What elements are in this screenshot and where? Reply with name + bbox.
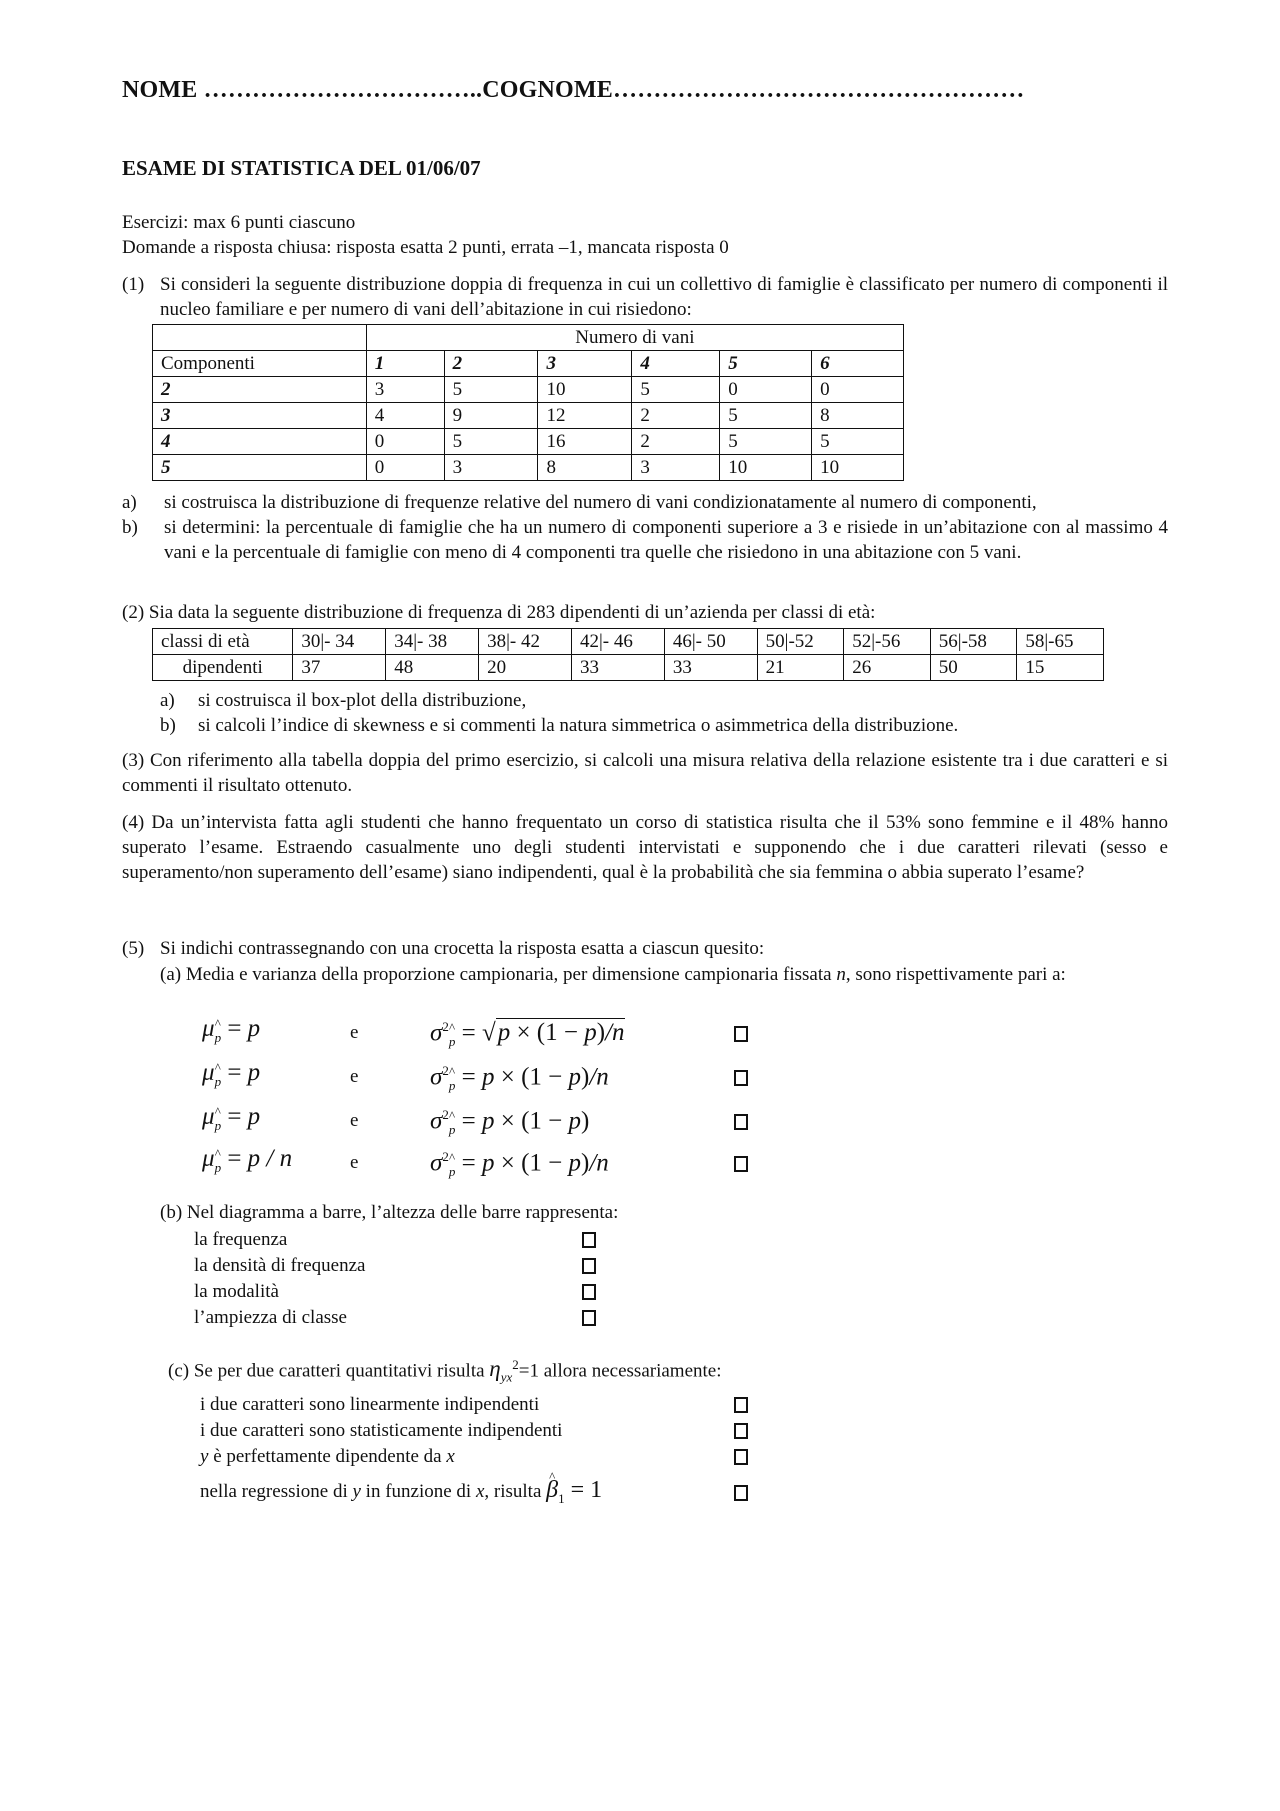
table-row	[153, 429, 904, 455]
checkbox[interactable]	[582, 1258, 596, 1274]
table-cell: 3	[366, 377, 444, 403]
employee-count: 20	[479, 655, 572, 681]
question-4-text: (4) Da un’intervista fatta agli studenti che hanno frequentato un corso di statistica risulta che il 53% sono femmine e il 48% hanno superato l’esame. Estraendo casualmente uno degli studenti intervistati e supponendo che i due caratteri rilevati (sesso e superamento/non superamento dell’esame) siano indipendenti, qual è la probabilità che sia femmina o abbia superato l’esame?	[122, 812, 1168, 883]
column-header: 1	[366, 351, 444, 377]
table-cell: 5	[632, 377, 720, 403]
question-5b-text: (b) Nel diagramma a barre, l’altezza delle barre rappresenta:	[160, 1202, 619, 1223]
column-header: 5	[720, 351, 812, 377]
option-label: i due caratteri sono statisticamente indipendenti	[200, 1420, 563, 1441]
question-5-number: (5)	[122, 938, 145, 959]
employee-count: 33	[664, 655, 757, 681]
checkbox[interactable]	[582, 1310, 596, 1326]
age-class: 56|-58	[930, 629, 1017, 655]
employee-count: 33	[571, 655, 664, 681]
question-5a-suffix: , sono rispettivamente pari a:	[845, 964, 1066, 985]
question-1-number: (1)	[122, 274, 145, 295]
age-class: 34|- 38	[386, 629, 479, 655]
employee-count: 50	[930, 655, 1017, 681]
checkbox[interactable]	[734, 1449, 748, 1465]
components-header: Componenti	[153, 351, 367, 377]
scoring-rules	[122, 210, 1168, 260]
employee-count: 48	[386, 655, 479, 681]
table-cell: 9	[444, 403, 538, 429]
beta-hat-formula: β $\^{}_1 = 1$	[546, 1477, 602, 1503]
age-class: 52|-56	[844, 629, 931, 655]
table-cell: 5	[444, 377, 538, 403]
checkbox[interactable]	[734, 1485, 748, 1501]
option-label: la modalità	[194, 1281, 279, 1302]
age-class: 38|- 42	[479, 629, 572, 655]
item-label: a)	[122, 492, 137, 513]
employee-count: 15	[1017, 655, 1104, 681]
option-label: l’ampiezza di classe	[194, 1307, 347, 1328]
column-header: 3	[538, 351, 632, 377]
table-cell: 12	[538, 403, 632, 429]
question-3-text: (3) Con riferimento alla tabella doppia del primo esercizio, si calcoli una misura relativa della relazione esistente tra i due caratteri e si commenti il risultato ottenuto.	[122, 750, 1168, 796]
question-2-text: (2) Sia data la seguente distribuzione di frequenza di 283 dipendenti di un’azienda per classi di età:	[122, 602, 876, 623]
mean-formula-4: $\mu_p$ ^ = p / n	[202, 1146, 292, 1180]
row-label: 3	[153, 403, 367, 429]
table-cell: 2	[632, 403, 720, 429]
table-cell: 0	[812, 377, 904, 403]
age-classes-label: classi di età	[153, 629, 293, 655]
item-text: si determini: la percentuale di famiglie che ha un numero di componenti superiore a 3 e risiede in un’abitazione con al massimo 4 vani e la percentuale di famiglie con meno di 4 componenti tra quelle che risiedono in una abitazione con 5 vani.	[164, 517, 1168, 563]
employees-label: dipendenti	[153, 655, 293, 681]
question-1-items	[122, 490, 1168, 565]
conjunction: e	[350, 1152, 359, 1173]
option-label: la frequenza	[194, 1229, 288, 1250]
checkbox[interactable]	[734, 1397, 748, 1413]
conjunction: e	[350, 1110, 359, 1131]
row-label: 2	[153, 377, 367, 403]
table-cell: 3	[632, 455, 720, 481]
question-5c-suffix: =1 allora necessariamente:	[518, 1360, 722, 1382]
table-cell: 5	[444, 429, 538, 455]
table-cell: 10	[812, 455, 904, 481]
column-header: 4	[632, 351, 720, 377]
item-label: b)	[160, 715, 176, 736]
table-cell: 8	[538, 455, 632, 481]
household-table	[152, 324, 904, 481]
question-2-items	[160, 688, 1168, 738]
variance-formula-4: $\sigma^2_p$ ^ = p × (1 − p)/n	[430, 1144, 609, 1184]
variance-formula-3: $\sigma^2_p$ ^ = p × (1 − p)	[430, 1102, 589, 1142]
mean-formula-3: $\mu_p$ ^ = p	[202, 1104, 260, 1138]
age-class: 58|-65	[1017, 629, 1104, 655]
option-label: la densità di frequenza	[194, 1255, 366, 1276]
option-label: nella regressione di y in funzione di x, risulta β $\^{}_1 = 1$	[200, 1478, 602, 1511]
column-header: 6	[812, 351, 904, 377]
table-cell: 3	[444, 455, 538, 481]
conjunction: e	[350, 1066, 359, 1087]
question-1-text: Si consideri la seguente distribuzione doppia di frequenza in cui un collettivo di famiglie è classificato per numero di componenti il nucleo familiare e per numero di vani dell’abitazione in cui risiedono:	[160, 274, 1168, 320]
employee-count: 37	[293, 655, 386, 681]
checkbox[interactable]	[734, 1114, 748, 1130]
table-cell: 5	[812, 429, 904, 455]
table-row	[153, 377, 904, 403]
employees-row	[153, 655, 1104, 681]
question-5c-prefix: (c) Se per due caratteri quantitativi risulta	[168, 1360, 490, 1382]
checkbox[interactable]	[734, 1156, 748, 1172]
scoring-line-2: Domande a risposta chiusa: risposta esatta 2 punti, errata –1, mancata risposta 0	[122, 237, 729, 258]
column-header: 2	[444, 351, 538, 377]
age-class: 46|- 50	[664, 629, 757, 655]
table-cell: 0	[720, 377, 812, 403]
age-class: 42|- 46	[571, 629, 664, 655]
variance-formula-2: $\sigma^2_p$ ^ = p × (1 − p)/n	[430, 1058, 609, 1098]
name-surname-line: NOME ……………………………..COGNOME……………………………………………	[122, 77, 1025, 103]
rooms-group-header: Numero di vani	[366, 325, 903, 351]
checkbox[interactable]	[734, 1070, 748, 1086]
item-text: si costruisca il box-plot della distribuzione,	[198, 690, 527, 711]
eta-squared-symbol: $\eta_{yx}$	[489, 1356, 513, 1385]
question-5-intro: Si indichi contrassegnando con una crocetta la risposta esatta a ciascun quesito:	[160, 938, 765, 959]
checkbox[interactable]	[582, 1232, 596, 1248]
age-class: 50|-52	[757, 629, 844, 655]
question-5a-prefix: (a) Media e varianza della proporzione campionaria, per dimensione campionaria fissata	[160, 964, 837, 985]
variance-formula-1: $\sigma^2_p$ ^ = √p × (1 − p)/n	[430, 1014, 625, 1054]
list-item	[160, 688, 1168, 713]
employees-table	[152, 628, 1104, 681]
scoring-line-1: Esercizi: max 6 punti ciascuno	[122, 212, 356, 233]
employee-count: 21	[757, 655, 844, 681]
table-row	[153, 403, 904, 429]
table-row	[153, 455, 904, 481]
question-5	[122, 936, 1168, 961]
table-cell: 10	[720, 455, 812, 481]
table-cell: 0	[366, 455, 444, 481]
table-corner-cell	[153, 325, 367, 351]
row-label: 4	[153, 429, 367, 455]
table-cell: 0	[366, 429, 444, 455]
table-cell: 5	[720, 403, 812, 429]
mean-formula-1: $\mu_p$ ^ = p	[202, 1016, 260, 1050]
table-header-row	[153, 351, 904, 377]
checkbox[interactable]	[734, 1423, 748, 1439]
age-class: 30|- 34	[293, 629, 386, 655]
option-label: y è perfettamente dipendente da x	[200, 1446, 455, 1467]
table-cell: 8	[812, 403, 904, 429]
item-label: a)	[160, 690, 175, 711]
list-item	[122, 490, 1168, 515]
employee-count: 26	[844, 655, 931, 681]
table-cell: 10	[538, 377, 632, 403]
item-label: b)	[122, 517, 138, 538]
mean-formula-2: $\mu_p$ ^ = p	[202, 1060, 260, 1094]
checkbox[interactable]	[734, 1026, 748, 1042]
checkbox[interactable]	[582, 1284, 596, 1300]
table-cell: 5	[720, 429, 812, 455]
list-item	[160, 713, 1168, 738]
question-5a-text	[160, 962, 1168, 987]
row-label: 5	[153, 455, 367, 481]
conjunction: e	[350, 1022, 359, 1043]
question-5a-n: n	[836, 964, 846, 985]
table-cell: 16	[538, 429, 632, 455]
item-text: si calcoli l’indice di skewness e si commenti la natura simmetrica o asimmetrica della distribuzione.	[198, 715, 959, 736]
list-item	[122, 515, 1168, 565]
table-cell: 4	[366, 403, 444, 429]
question-1	[122, 272, 1168, 322]
table-cell: 2	[632, 429, 720, 455]
question-5c-text: (c) Se per due caratteri quantitativi risulta $\eta_{yx}^2=1$ allora necessariamente:	[168, 1356, 722, 1385]
age-classes-row	[153, 629, 1104, 655]
exam-title: ESAME DI STATISTICA DEL 01/06/07	[122, 156, 481, 180]
option-label: i due caratteri sono linearmente indipendenti	[200, 1394, 540, 1415]
item-text: si costruisca la distribuzione di frequenze relative del numero di vani condizionatamente al numero di componenti,	[164, 492, 1037, 513]
